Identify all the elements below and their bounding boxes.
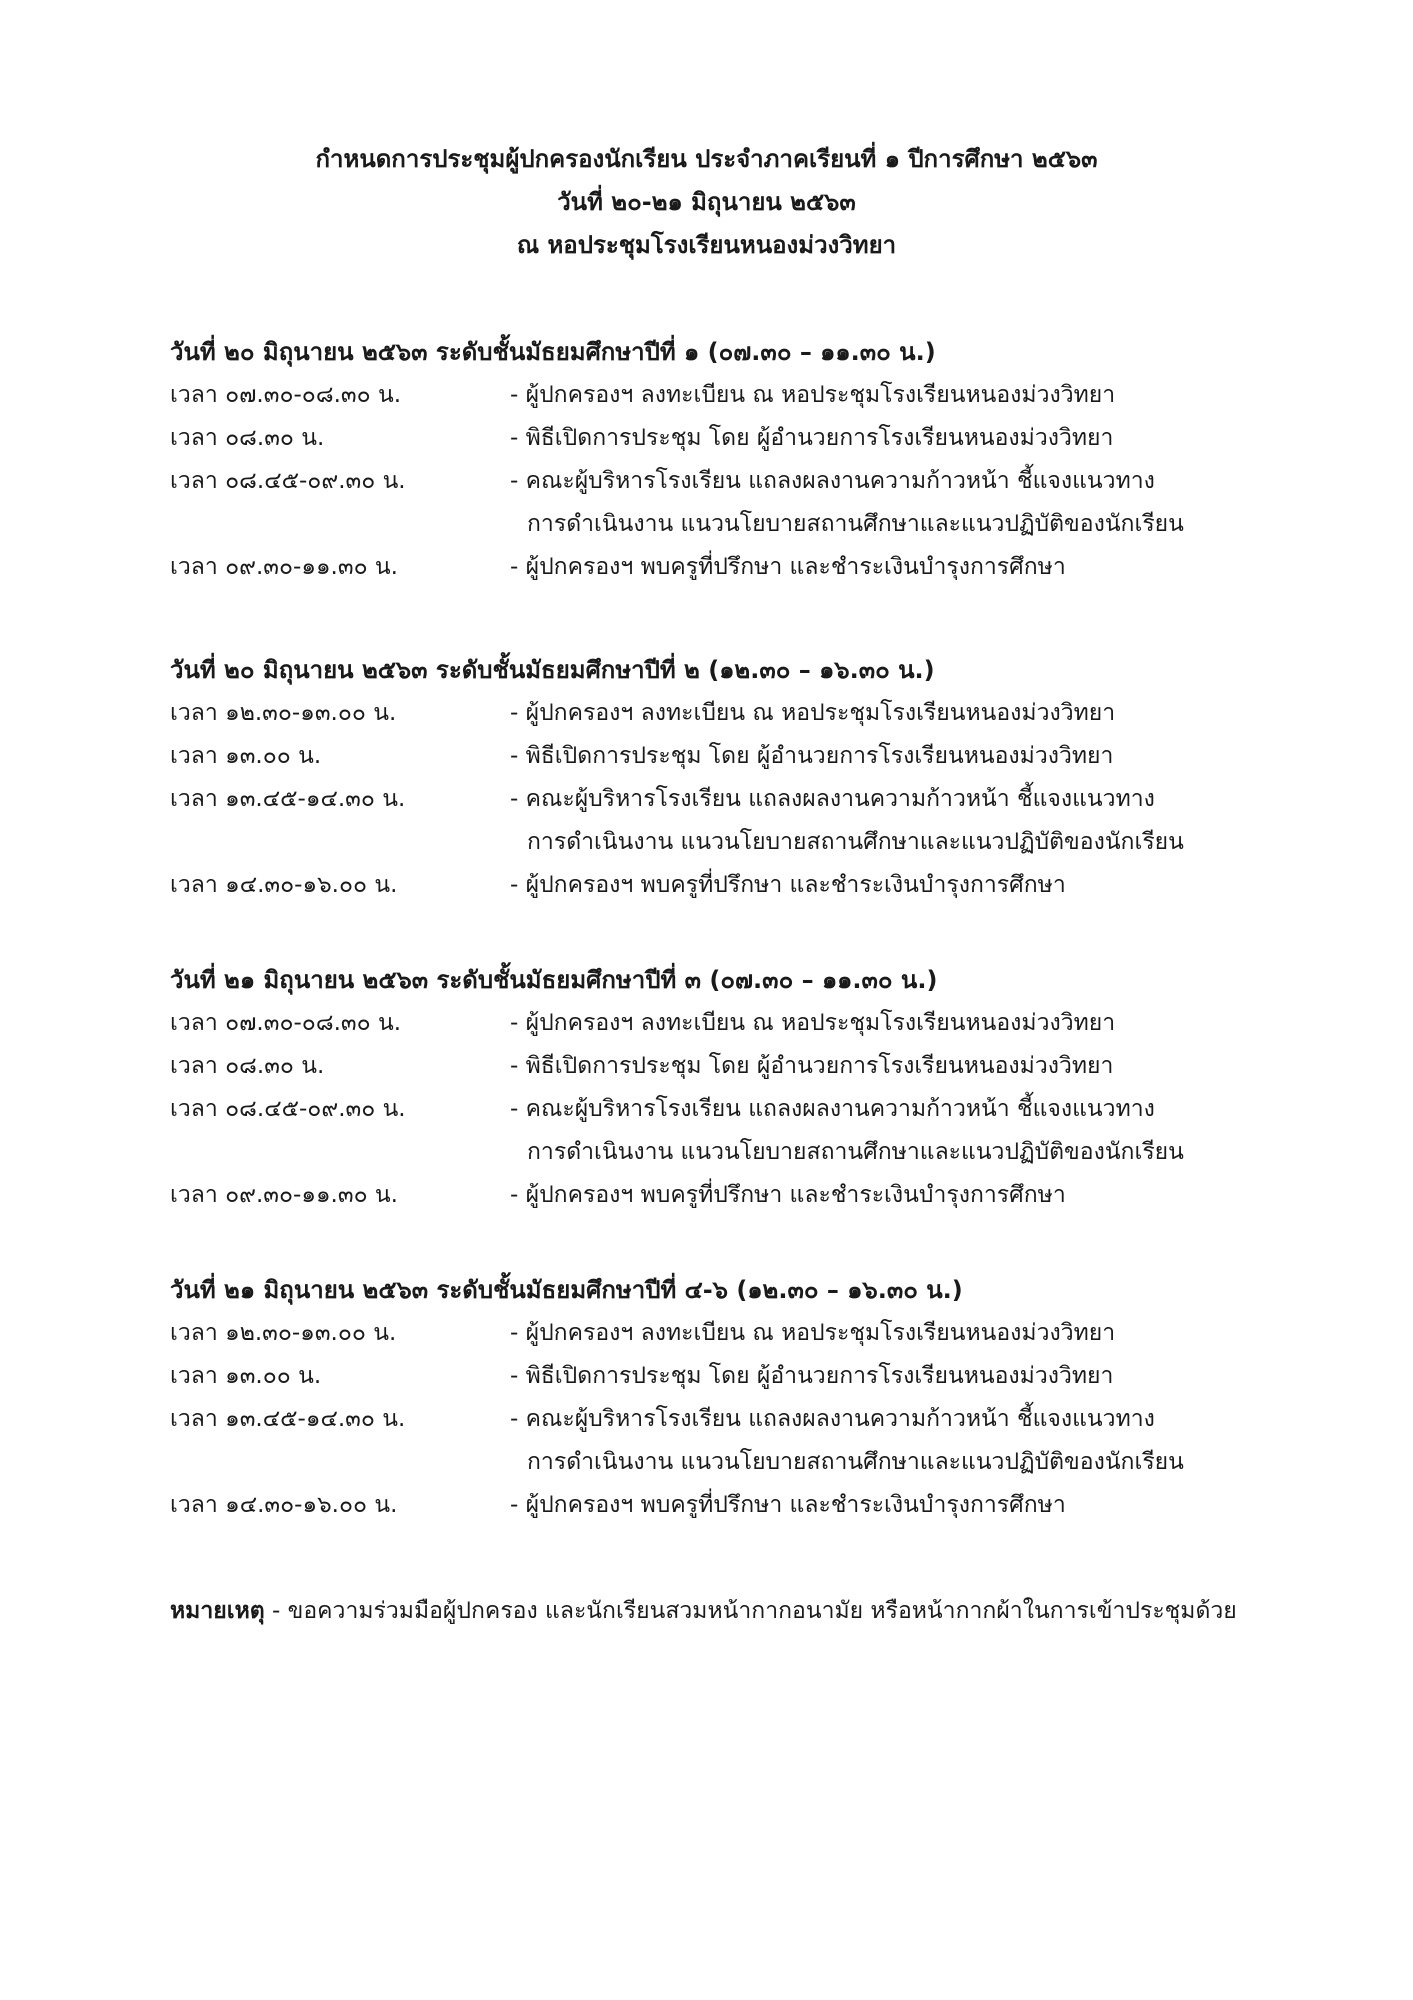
schedule-description: - พิธีเปิดการประชุม โดย ผู้อำนวยการโรงเรียนหนองม่วงวิทยา [510,425,1114,451]
document-title: กำหนดการประชุมผู้ปกครองนักเรียน ประจำภาคเรียนที่ ๑ ปีการศึกษา ๒๕๖๓ [315,145,1098,173]
remark-text: - ขอความร่วมมือผู้ปกครอง และนักเรียนสวมหน้ากากอนามัย หรือหน้ากากผ้าในการเข้าประชุมด้วย [264,1598,1237,1624]
schedule-time: เวลา ๑๒.๓๐-๑๓.๐๐ น. [170,700,397,726]
schedule-time: เวลา ๑๔.๓๐-๑๖.๐๐ น. [170,872,398,898]
schedule-row [170,417,1290,460]
schedule-time: เวลา ๐๘.๓๐ น. [170,425,325,451]
schedule-row [170,1088,1290,1174]
schedule-row [170,546,1290,589]
schedule-description-line: - คณะผู้บริหารโรงเรียน แถลงผลงานความก้าวหน้า ชี้แจงแนวทาง [510,1096,1155,1122]
schedule-section [170,330,1290,589]
schedule-row [170,1312,1290,1355]
schedule-description: - ผู้ปกครองฯ ลงทะเบียน ณ หอประชุมโรงเรียนหนองม่วงวิทยา [510,700,1116,726]
schedule-row [170,1045,1290,1088]
schedule-description: - ผู้ปกครองฯ ลงทะเบียน ณ หอประชุมโรงเรียนหนองม่วงวิทยา [510,382,1116,408]
schedule-row [170,1398,1290,1484]
schedule-description-continuation: การดำเนินงาน แนวนโยบายสถานศึกษาและแนวปฏิบัติของนักเรียน [527,1449,1184,1475]
schedule-time: เวลา ๑๓.๔๕-๑๔.๓๐ น. [170,1406,406,1432]
schedule-section [170,1268,1290,1527]
schedule-time: เวลา ๑๔.๓๐-๑๖.๐๐ น. [170,1492,398,1518]
schedule-description: - พิธีเปิดการประชุม โดย ผู้อำนวยการโรงเรียนหนองม่วงวิทยา [510,1363,1114,1389]
schedule-description-line: - คณะผู้บริหารโรงเรียน แถลงผลงานความก้าวหน้า ชี้แจงแนวทาง [510,1406,1155,1432]
schedule-row [170,864,1290,907]
schedule-row [170,374,1290,417]
section-heading: วันที่ ๒๑ มิถุนายน ๒๕๖๓ ระดับชั้นมัธยมศึกษาปีที่ ๓ (๐๗.๓๐ – ๑๑.๓๐ น.) [170,966,938,994]
remark-label: หมายเหตุ [170,1598,265,1624]
schedule-row [170,778,1290,864]
schedule-time: เวลา ๐๙.๓๐-๑๑.๓๐ น. [170,554,398,580]
schedule-row [170,1484,1290,1527]
schedule-time: เวลา ๑๓.๐๐ น. [170,1363,322,1389]
schedule-time: เวลา ๑๓.๔๕-๑๔.๓๐ น. [170,786,406,812]
schedule-time: เวลา ๐๗.๓๐-๐๘.๓๐ น. [170,382,401,408]
schedule-time: เวลา ๐๘.๓๐ น. [170,1053,325,1079]
schedule-row [170,735,1290,778]
schedule-time: เวลา ๐๘.๔๕-๐๙.๓๐ น. [170,1096,406,1122]
schedule-row [170,1002,1290,1045]
schedule-description: - ผู้ปกครองฯ พบครูที่ปรึกษา และชำระเงินบำรุงการศึกษา [510,1492,1066,1518]
schedule-description-continuation: การดำเนินงาน แนวนโยบายสถานศึกษาและแนวปฏิบัติของนักเรียน [527,829,1184,855]
schedule-section [170,648,1290,907]
schedule-row [170,1355,1290,1398]
remark [170,1590,1237,1633]
document-header [0,138,1413,267]
schedule-description: - ผู้ปกครองฯ ลงทะเบียน ณ หอประชุมโรงเรียนหนองม่วงวิทยา [510,1010,1116,1036]
schedule-description [510,778,1310,864]
section-heading: วันที่ ๒๐ มิถุนายน ๒๕๖๓ ระดับชั้นมัธยมศึกษาปีที่ ๒ (๑๒.๓๐ – ๑๖.๓๐ น.) [170,656,935,684]
schedule-description: - พิธีเปิดการประชุม โดย ผู้อำนวยการโรงเรียนหนองม่วงวิทยา [510,743,1114,769]
schedule-time: เวลา ๑๒.๓๐-๑๓.๐๐ น. [170,1320,397,1346]
schedule-description: - ผู้ปกครองฯ ลงทะเบียน ณ หอประชุมโรงเรียนหนองม่วงวิทยา [510,1320,1116,1346]
schedule-time: เวลา ๐๘.๔๕-๐๙.๓๐ น. [170,468,406,494]
schedule-description-continuation: การดำเนินงาน แนวนโยบายสถานศึกษาและแนวปฏิบัติของนักเรียน [527,511,1184,537]
schedule-time: เวลา ๑๓.๐๐ น. [170,743,322,769]
schedule-time: เวลา ๐๗.๓๐-๐๘.๓๐ น. [170,1010,401,1036]
section-heading: วันที่ ๒๐ มิถุนายน ๒๕๖๓ ระดับชั้นมัธยมศึกษาปีที่ ๑ (๐๗.๓๐ – ๑๑.๓๐ น.) [170,338,936,366]
schedule-description: - ผู้ปกครองฯ พบครูที่ปรึกษา และชำระเงินบำรุงการศึกษา [510,554,1066,580]
schedule-row [170,460,1290,546]
document-date: วันที่ ๒๐-๒๑ มิถุนายน ๒๕๖๓ [557,188,856,216]
schedule-description-line: - คณะผู้บริหารโรงเรียน แถลงผลงานความก้าวหน้า ชี้แจงแนวทาง [510,786,1155,812]
schedule-row [170,692,1290,735]
schedule-description [510,1398,1310,1484]
document-venue: ณ หอประชุมโรงเรียนหนองม่วงวิทยา [516,231,897,259]
schedule-description-continuation: การดำเนินงาน แนวนโยบายสถานศึกษาและแนวปฏิบัติของนักเรียน [527,1139,1184,1165]
schedule-description: - พิธีเปิดการประชุม โดย ผู้อำนวยการโรงเรียนหนองม่วงวิทยา [510,1053,1114,1079]
schedule-description: - ผู้ปกครองฯ พบครูที่ปรึกษา และชำระเงินบำรุงการศึกษา [510,1182,1066,1208]
schedule-time: เวลา ๐๙.๓๐-๑๑.๓๐ น. [170,1182,398,1208]
schedule-description-line: - คณะผู้บริหารโรงเรียน แถลงผลงานความก้าวหน้า ชี้แจงแนวทาง [510,468,1155,494]
section-heading: วันที่ ๒๑ มิถุนายน ๒๕๖๓ ระดับชั้นมัธยมศึกษาปีที่ ๔-๖ (๑๒.๓๐ – ๑๖.๓๐ น.) [170,1276,963,1304]
schedule-description [510,460,1310,546]
schedule-section [170,958,1290,1217]
schedule-description: - ผู้ปกครองฯ พบครูที่ปรึกษา และชำระเงินบำรุงการศึกษา [510,872,1066,898]
schedule-row [170,1174,1290,1217]
schedule-description [510,1088,1310,1174]
